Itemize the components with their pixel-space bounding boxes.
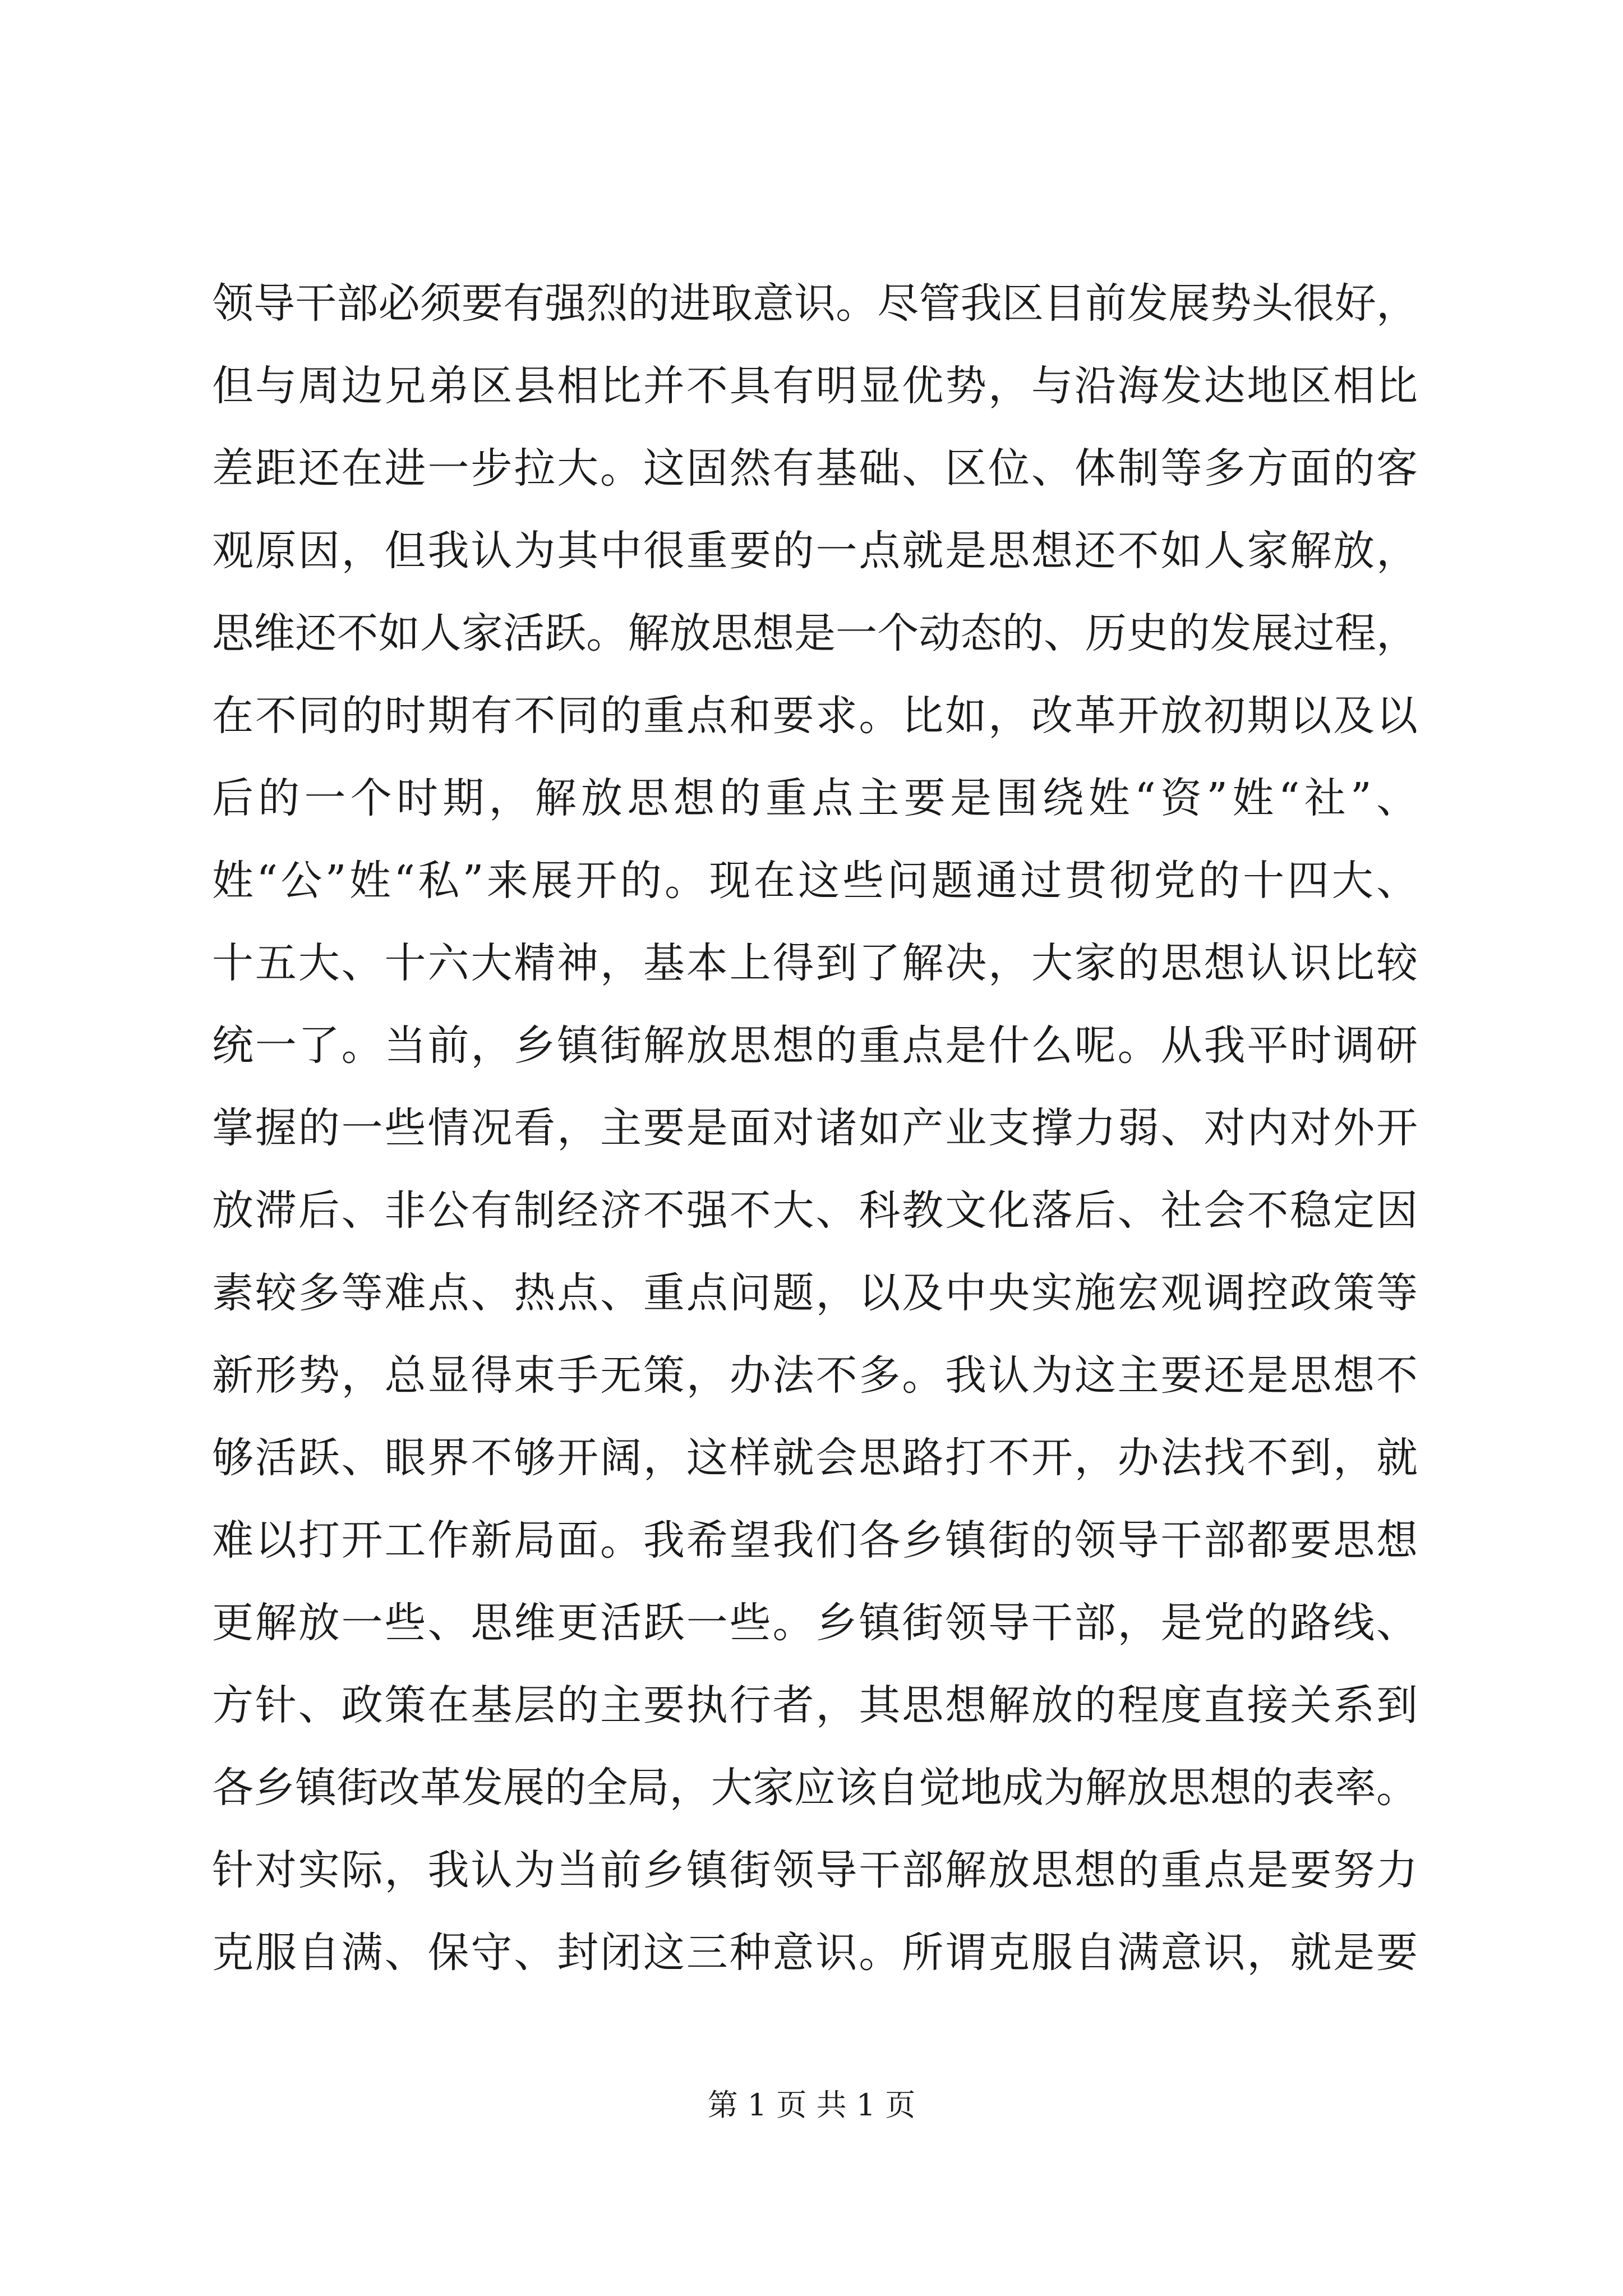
- text-line: 方针、政策在基层的主要执行者，其思想解放的程度直接关系到: [212, 1681, 1418, 1729]
- text-line: 素较多等难点、热点、重点问题，以及中央实施宏观调控政策等: [212, 1269, 1418, 1317]
- text-line: 针对实际，我认为当前乡镇街领导干部解放思想的重点是要努力: [212, 1846, 1418, 1894]
- text-line: 新形势，总显得束手无策，办法不多。我认为这主要还是思想不: [212, 1351, 1418, 1400]
- text-line: 各乡镇街改革发展的全局，大家应该自觉地成为解放思想的表率。: [212, 1764, 1418, 1812]
- text-line: 难以打开工作新局面。我希望我们各乡镇街的领导干部都要思想: [212, 1516, 1418, 1565]
- text-line: 观原因，但我认为其中很重要的一点就是思想还不如人家解放，: [212, 527, 1418, 575]
- text-line: 差距还在进一步拉大。这固然有基础、区位、体制等多方面的客: [212, 444, 1418, 493]
- text-line: 掌握的一些情况看，主要是面对诸如产业支撑力弱、对内对外开: [212, 1104, 1418, 1152]
- text-line: 后的一个时期，解放思想的重点主要是围绕姓“资”姓“社”、: [212, 774, 1418, 822]
- text-line: 但与周边兄弟区县相比并不具有明显优势，与沿海发达地区相比: [212, 362, 1418, 410]
- body-text: [212, 263, 1418, 1994]
- text-line: 姓“公”姓“私”来展开的。现在这些问题通过贯彻党的十四大、: [212, 857, 1418, 905]
- text-line: 统一了。当前，乡镇街解放思想的重点是什么呢。从我平时调研: [212, 1022, 1418, 1070]
- text-line: 更解放一些、思维更活跃一些。乡镇街领导干部，是党的路线、: [212, 1599, 1418, 1647]
- text-line: 放滞后、非公有制经济不强不大、科教文化落后、社会不稳定因: [212, 1186, 1418, 1235]
- text-line: 克服自满、保守、封闭这三种意识。所谓克服自满意识，就是要: [212, 1929, 1418, 1977]
- text-line: 在不同的时期有不同的重点和要求。比如，改革开放初期以及以: [212, 692, 1418, 740]
- text-line: 够活跃、眼界不够开阔，这样就会思路打不开，办法找不到，就: [212, 1434, 1418, 1482]
- page-footer: 第 1 页 共 1 页: [707, 2087, 916, 2123]
- text-line: 十五大、十六大精神，基本上得到了解决，大家的思想认识比较: [212, 939, 1418, 987]
- text-line: 思维还不如人家活跃。解放思想是一个动态的、历史的发展过程，: [212, 609, 1418, 657]
- text-line: 领导干部必须要有强烈的进取意识。尽管我区目前发展势头很好，: [212, 279, 1418, 328]
